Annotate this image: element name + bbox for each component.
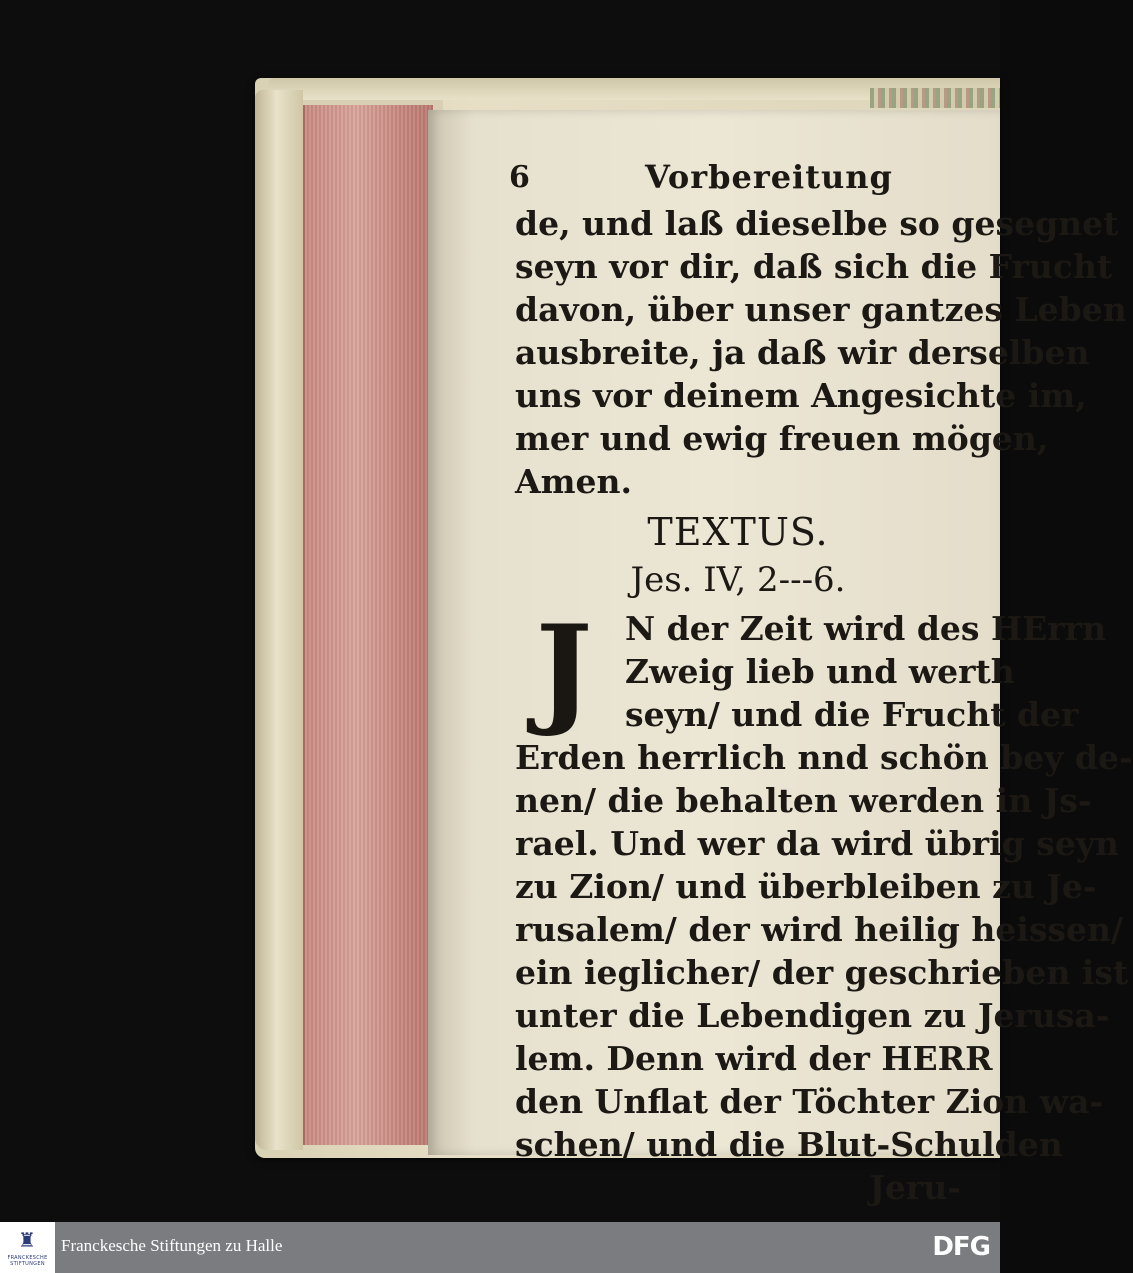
text-line: schen/ und die Blut-Schulden (515, 1125, 1063, 1164)
text-line: rael. Und wer da wird übrig seyn (515, 824, 1120, 863)
scripture-paragraph (515, 599, 1133, 1209)
text-line: seyn/ und die Frucht der (625, 695, 1079, 734)
decorative-drop-cap: J (535, 599, 593, 740)
text-line: lem. Denn wird der HERR (515, 1039, 993, 1078)
logo-text: FRANCKESCHE STIFTUNGEN (7, 1255, 48, 1267)
institution-name[interactable]: Franckesche Stiftungen zu Halle (61, 1236, 283, 1255)
text-line: Erden herrlich nnd schön bey de- (515, 738, 1133, 777)
institution-logo-icon: ♜ (18, 1228, 36, 1252)
text-line: ein ieglicher/ der geschrieben ist (515, 953, 1129, 992)
institution-logo[interactable] (0, 1222, 55, 1273)
text-line: den Unflat der Töchter Zion wa- (515, 1082, 1104, 1121)
text-line: mer und ewig freuen mögen, (515, 419, 1049, 458)
text-line: zu Zion/ und überbleiben zu Je- (515, 867, 1097, 906)
section-heading: TEXTUS. (647, 510, 829, 554)
running-head: Vorbereitung (645, 158, 893, 196)
text-line: ausbreite, ja daß wir derselben (515, 333, 1090, 372)
book-spine (255, 90, 303, 1150)
headband (870, 88, 1000, 108)
dfg-logo[interactable]: DFG (932, 1232, 990, 1262)
prayer-paragraph (515, 202, 1127, 503)
text-line: uns vor deinem Angesichte im, (515, 376, 1087, 415)
text-line: Zweig lieb und werth (625, 652, 1015, 691)
text-line: de, und laß dieselbe so gesegnet (515, 204, 1119, 243)
text-line: rusalem/ der wird heilig heissen/ (515, 910, 1124, 949)
red-sprinkled-page-edges (303, 105, 433, 1145)
text-line: davon, über unser gantzes Leben (515, 290, 1127, 329)
text-line: Amen. (515, 462, 632, 501)
scripture-reference: Jes. IV, 2---6. (630, 560, 846, 600)
text-line: seyn vor dir, daß sich die Frucht (515, 247, 1113, 286)
text-line: nen/ die behalten werden in Js- (515, 781, 1092, 820)
text-line: N der Zeit wird des HErrn (625, 609, 1107, 648)
page-number: 6 (509, 160, 530, 195)
text-line: unter die Lebendigen zu Jerusa- (515, 996, 1110, 1035)
page-header (509, 158, 985, 202)
footer-bar (0, 1222, 1000, 1273)
catchword: Jeru- (869, 1168, 961, 1207)
page-text (509, 158, 1133, 1209)
